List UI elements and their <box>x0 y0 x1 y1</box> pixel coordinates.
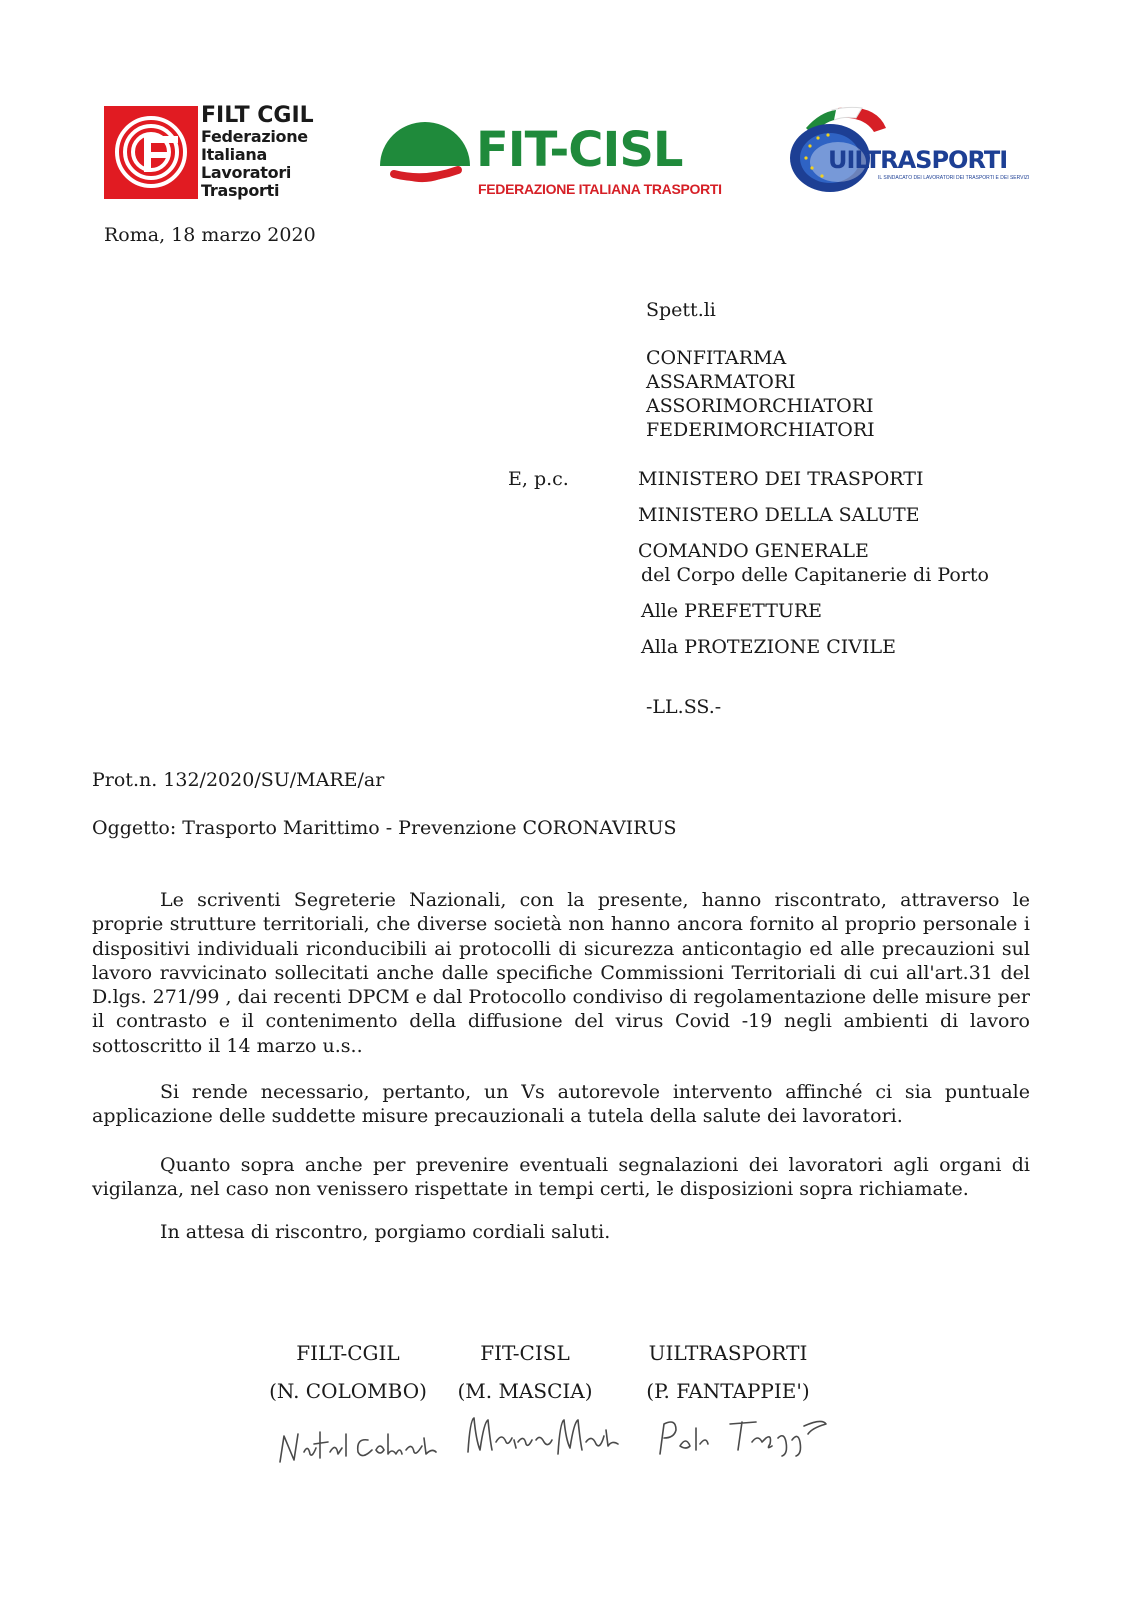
filt-logo-line: FILT CGIL <box>201 103 314 128</box>
handwritten-signature-colombo <box>276 1418 442 1468</box>
recipient-item: CONFITARMA <box>646 347 787 369</box>
recipient-item: FEDERIMORCHIATORI <box>646 419 875 441</box>
filt-logo-line: Italiana <box>201 145 267 164</box>
cc-recipient: Alla PROTEZIONE CIVILE <box>641 636 897 658</box>
handwritten-signature-fantappie <box>652 1410 832 1460</box>
body-paragraph: Si rende necessario, pertanto, un Vs autorevole intervento affinché ci sia puntuale applicazione delle suddette misure precauzionali a tutela della salute dei lavoratori. <box>92 1081 1030 1128</box>
subject-line: Oggetto: Trasporto Marittimo - Prevenzione CORONAVIRUS <box>92 817 677 839</box>
uiltrasporti-logo-name: UILTRASPORTI <box>828 146 1008 174</box>
signature-person: (P. FANTAPPIE') <box>646 1379 810 1403</box>
handwritten-signature-mascia <box>462 1410 622 1466</box>
cc-recipient: Alle PREFETTURE <box>641 600 823 622</box>
letter-date: Roma, 18 marzo 2020 <box>104 224 316 246</box>
signature-block <box>262 1334 434 1410</box>
signature-person: (M. MASCIA) <box>457 1379 593 1403</box>
signature-org: FILT-CGIL <box>296 1341 400 1365</box>
body-paragraph: Le scriventi Segreterie Nazionali, con la presente, hanno riscontrato, attraverso le proprie strutture territoriali, che diverse società non hanno ancora fornito al proprio personale i dispositivi individuali riconducibili ai protocolli di sicurezza anticontagio ed alle precauzioni sul lavoro ravvicinato sollecitati anche dalle specifiche Commissioni Territoriali di cui all'art.31 del D.lgs. 271/99 , dai recenti DPCM e dal Protocollo condiviso di regolamentazione delle misure per il contrasto e il contenimento della diffusione del virus Covid -19 negli ambienti di lavoro sottoscritto il 14 marzo u.s.. <box>92 889 1030 1057</box>
body-paragraph: Quanto sopra anche per prevenire eventuali segnalazioni dei lavoratori agli organi di vigilanza, nel caso non venissero rispettate in tempi certi, le disposizioni sopra richiamate. <box>92 1154 1030 1201</box>
body-paragraph: In attesa di riscontro, porgiamo cordiali saluti. <box>160 1221 611 1243</box>
filt-logo-line: Federazione <box>201 127 308 146</box>
signature-org: FIT-CISL <box>480 1341 570 1365</box>
recipient-item: ASSORIMORCHIATORI <box>646 395 874 417</box>
signature-org: UILTRASPORTI <box>648 1341 808 1365</box>
protocol-number: Prot.n. 132/2020/SU/MARE/ar <box>92 769 385 791</box>
filt-cgil-logo-mark <box>104 106 198 199</box>
salutation: Spett.li <box>646 299 716 321</box>
fit-cisl-logo-subtitle: FEDERAZIONE ITALIANA TRASPORTI <box>478 181 722 197</box>
uiltrasporti-logo-subtitle: IL SINDACATO DEI LAVORATORI DEI TRASPORTI E DEI SERVIZI <box>878 175 1030 181</box>
cc-recipient: COMANDO GENERALE <box>638 540 869 562</box>
cc-label: E, p.c. <box>508 468 569 490</box>
cc-recipient: del Corpo delle Capitanerie di Porto <box>641 564 989 586</box>
filt-logo-line: Trasporti <box>201 181 280 200</box>
filt-logo-line: Lavoratori <box>201 163 292 182</box>
recipient-item: ASSARMATORI <box>646 371 796 393</box>
filt-cgil-logo-text <box>201 104 314 200</box>
fit-cisl-logo-name: FIT-CISL <box>476 122 683 178</box>
recipients-closing: -LL.SS.- <box>646 696 722 718</box>
fit-cisl-emblem-icon <box>378 120 472 194</box>
signature-block <box>630 1334 826 1410</box>
cc-recipient: MINISTERO DEI TRASPORTI <box>638 468 924 490</box>
filt-cgil-emblem-icon <box>104 106 198 199</box>
primary-recipients <box>646 346 875 442</box>
signature-block <box>448 1334 602 1410</box>
cc-recipient: MINISTERO DELLA SALUTE <box>638 504 920 526</box>
signature-person: (N. COLOMBO) <box>269 1379 427 1403</box>
